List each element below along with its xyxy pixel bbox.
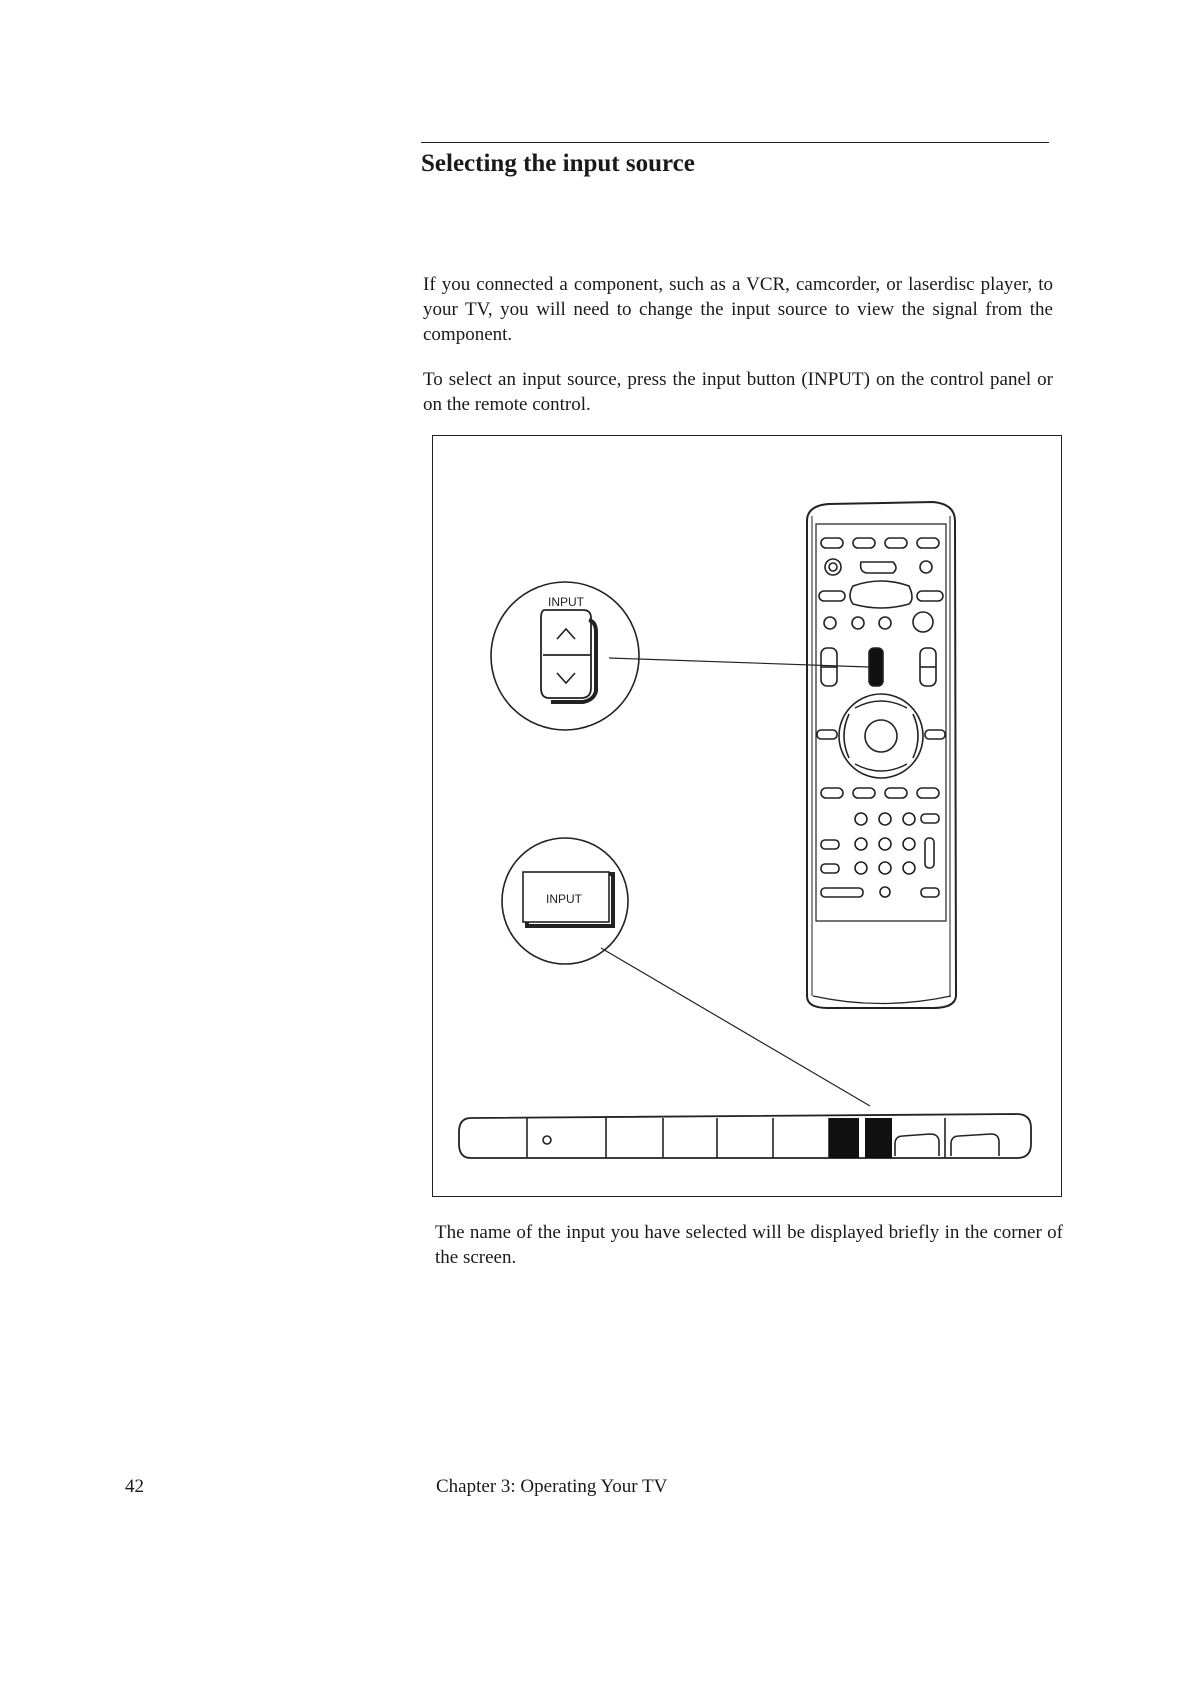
remote-callout-label: INPUT [548,595,584,609]
remote-control [609,502,956,1008]
panel-callout-leader [601,948,870,1106]
header-rule [421,142,1049,143]
remote-lower-buttons [821,788,939,897]
chapter-footer: Chapter 3: Operating Your TV [436,1476,668,1497]
panel-input-callout [502,838,870,1106]
intro-paragraph: If you connected a component, such as a VCR, camcorder, or laserdisc player, to your TV, you will need to change the input source to view the signal from the component. [423,274,1053,345]
section-title: Selecting the input source [421,150,695,177]
input-illustration [432,435,1062,1197]
remote-direction-pad [817,694,945,778]
page-number: 42 [125,1476,144,1497]
result-paragraph: The name of the input you have selected will be displayed briefly in the corner of the screen. [435,1222,1063,1268]
remote-callout-leader [609,658,869,667]
instruction-paragraph: To select an input source, press the input button (INPUT) on the control panel or on the remote control. [423,369,1053,415]
remote-top-buttons [819,538,943,632]
panel-callout-label: INPUT [546,892,582,906]
tv-control-panel [459,1114,1031,1158]
remote-input-callout [491,582,639,730]
remote-rocker-buttons [821,648,936,686]
